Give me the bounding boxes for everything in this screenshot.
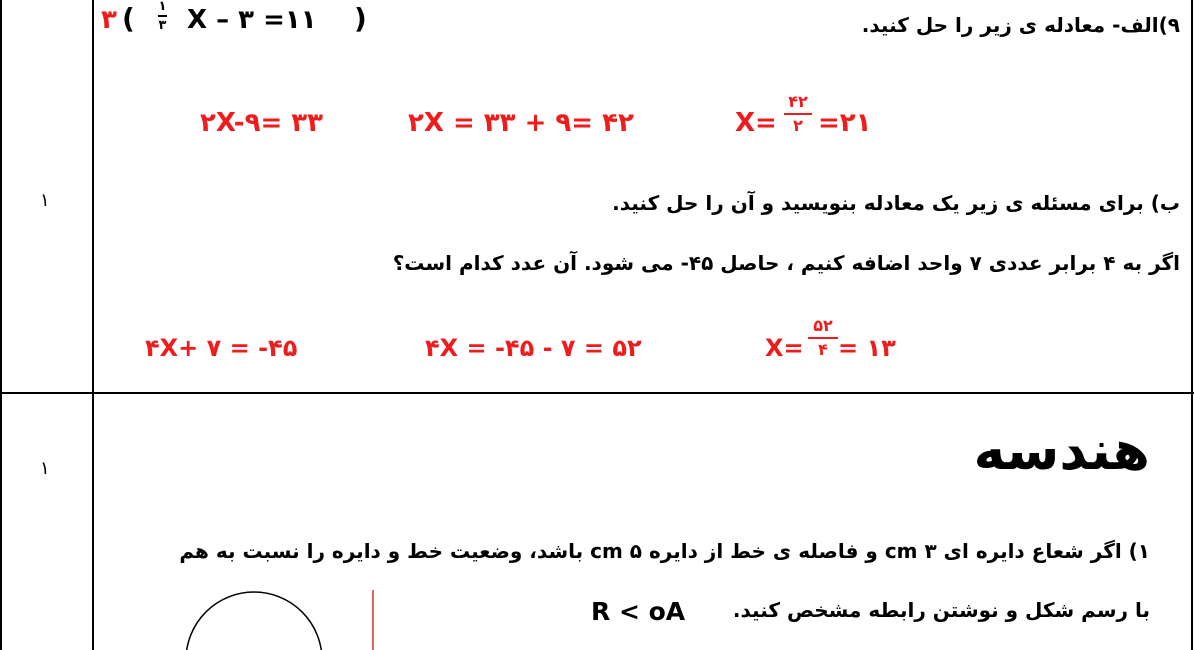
fraction-numerator: ۵۲ [813, 316, 833, 335]
q9-step-3-lhs: X= [735, 108, 777, 138]
q9-heading: ۹)الف- معادله ی زیر را حل کنید. [861, 13, 1180, 37]
circle-shape [186, 592, 322, 650]
q9-step-1: ۲X-۹= ۳۳ [200, 108, 324, 138]
fraction-denominator: ۴ [818, 340, 828, 359]
fraction-denominator: ۳ [158, 18, 167, 33]
q9-b-step-1: ۴X+ ۷ = -۴۵ [145, 334, 298, 362]
geometry-relation: R < oA [591, 597, 686, 626]
top-equation-expression: X – ۳ =۱۱ [187, 5, 317, 35]
q9-part-b-heading: ب) برای مسئله ی زیر یک معادله بنویسید و آن را حل کنید. [612, 191, 1180, 215]
q9-step-3-rhs: =۲۱ [818, 108, 872, 138]
top-equation-coefficient: ۳ [101, 5, 117, 35]
q9-step-2: ۲X = ۳۳ + ۹= ۴۲ [408, 108, 634, 138]
q9-b-step-3-lhs: X= [765, 334, 804, 362]
fraction-numerator: ۴۲ [788, 92, 808, 111]
q9-b-step-2: ۴X = -۴۵ - ۷ = ۵۲ [425, 334, 642, 362]
geometry-title: هندسه [973, 419, 1150, 482]
top-equation-close-paren: ) [354, 2, 367, 35]
score-row-1: ۱ [40, 190, 50, 211]
fraction-numerator: ۱ [158, 0, 167, 14]
score-row-2: ۱ [40, 458, 50, 479]
q9-b-step-3-rhs: = ۱۳ [838, 334, 896, 362]
top-equation-open-paren: ( [122, 2, 135, 35]
geometry-q1-line-2: با رسم شکل و نوشتن رابطه مشخص کنید. [732, 598, 1150, 622]
geometry-q1-line-1: ۱) اگر شعاع دایره ای ۳ cm و فاصله ی خط از دایره ۵ cm باشد، وضعیت خط و دایره را نسبت به هم [179, 539, 1150, 563]
q9-part-b-problem: اگر به ۴ برابر عددی ۷ واحد اضافه کنیم ، حاصل ۴۵- می شود. آن عدد کدام است؟ [392, 251, 1180, 275]
fraction-denominator: ۲ [793, 116, 803, 135]
